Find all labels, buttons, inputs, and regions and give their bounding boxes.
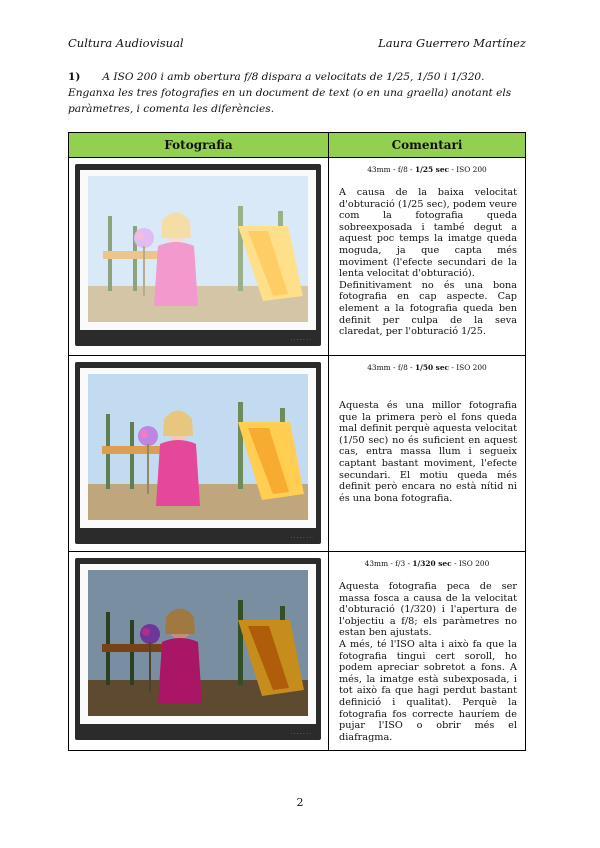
table-row	[69, 552, 526, 751]
photo-footer-mark: · · · · · · ·	[290, 731, 311, 737]
comment-text	[339, 187, 517, 338]
question-text: A ISO 200 i amb obertura f/8 dispara a velocitats de 1/25, 1/50 i 1/320. Enganxa les tres fotografies en un document de text (o en una graella) anotant els paràmetres, i comenta les diferències.	[68, 71, 512, 115]
header-author: Laura Guerrero Martínez	[378, 36, 526, 50]
photo-frame	[75, 558, 321, 740]
comment-paragraph: Aquesta fotografia peca de ser massa fosca a causa de la velocitat d'obturació (1/320) i l'apertura de l'objectiu a f/8; els paràmetres no estan ben ajustats.	[339, 581, 517, 639]
column-header-comment: Comentari	[329, 133, 526, 158]
photo-cell	[69, 158, 329, 356]
question	[68, 69, 530, 117]
comment-cell	[329, 158, 526, 356]
comment-cell	[329, 356, 526, 552]
page-number: 2	[296, 796, 304, 809]
photo-cell	[69, 552, 329, 751]
header-course: Cultura Audiovisual	[68, 36, 184, 50]
photo-footer-mark: · · · · · · ·	[290, 337, 311, 343]
comment-paragraph: Aquesta és una millor fotografia que la primera però el fons queda mal definit perquè aquesta velocitat (1/50 sec) no és suficient en aquest cas, entra massa llum i segueix captant bastant moviment, l'efecte secundari. El motiu queda més definit però encara no està nítid ni és una bona fotografia.	[339, 400, 517, 504]
photo-footer-mark: · · · · · · ·	[290, 535, 311, 541]
column-header-photo: Fotografia	[69, 133, 329, 158]
comment-text	[339, 581, 517, 743]
comment-cell	[329, 552, 526, 751]
comment-paragraph: A causa de la baixa velocitat d'obturació (1/25 sec), podem veure com la fotografia queda sobreexposada i també degut a aquest poc temps la imatge queda moguda, ja que capta més moviment (l'efecte secundari de la lenta velocitat d'obturació).	[339, 187, 517, 280]
comment-paragraph: A més, té l'ISO alta i això fa que la fotografia tingui cert soroll, ho podem apreciar sobretot a fons. A més, la imatge està subexposada, i tot això fa que hagi perdut bastant definició i qualitat). Perquè la fotografia fos correcte hauríem de pujar l'ISO o obrir més el diafragma.	[339, 638, 517, 743]
comment-paragraph: Definitivament no és una bona fotografia en cap aspecte. Cap element a la fotografia queda ben definit per culpa de la seva claredat, per l'obturació 1/25.	[339, 279, 517, 338]
photo-cell	[69, 356, 329, 552]
camera-settings: 43mm - f/8 - 1/50 sec - ISO 200	[367, 363, 487, 372]
photo-comment-table	[68, 132, 526, 751]
camera-settings: 43mm - f/8 - 1/25 sec - ISO 200	[367, 165, 487, 174]
table-header-row	[69, 133, 526, 158]
photo	[88, 176, 308, 322]
question-number: 1)	[68, 71, 81, 83]
photo-frame	[75, 164, 321, 346]
photo	[88, 374, 308, 520]
comment-text	[339, 400, 517, 504]
photo	[88, 570, 308, 716]
photo-frame	[75, 362, 321, 544]
table-row	[69, 158, 526, 356]
table-row	[69, 356, 526, 552]
camera-settings: 43mm - f/3 - 1/320 sec - ISO 200	[364, 559, 490, 568]
